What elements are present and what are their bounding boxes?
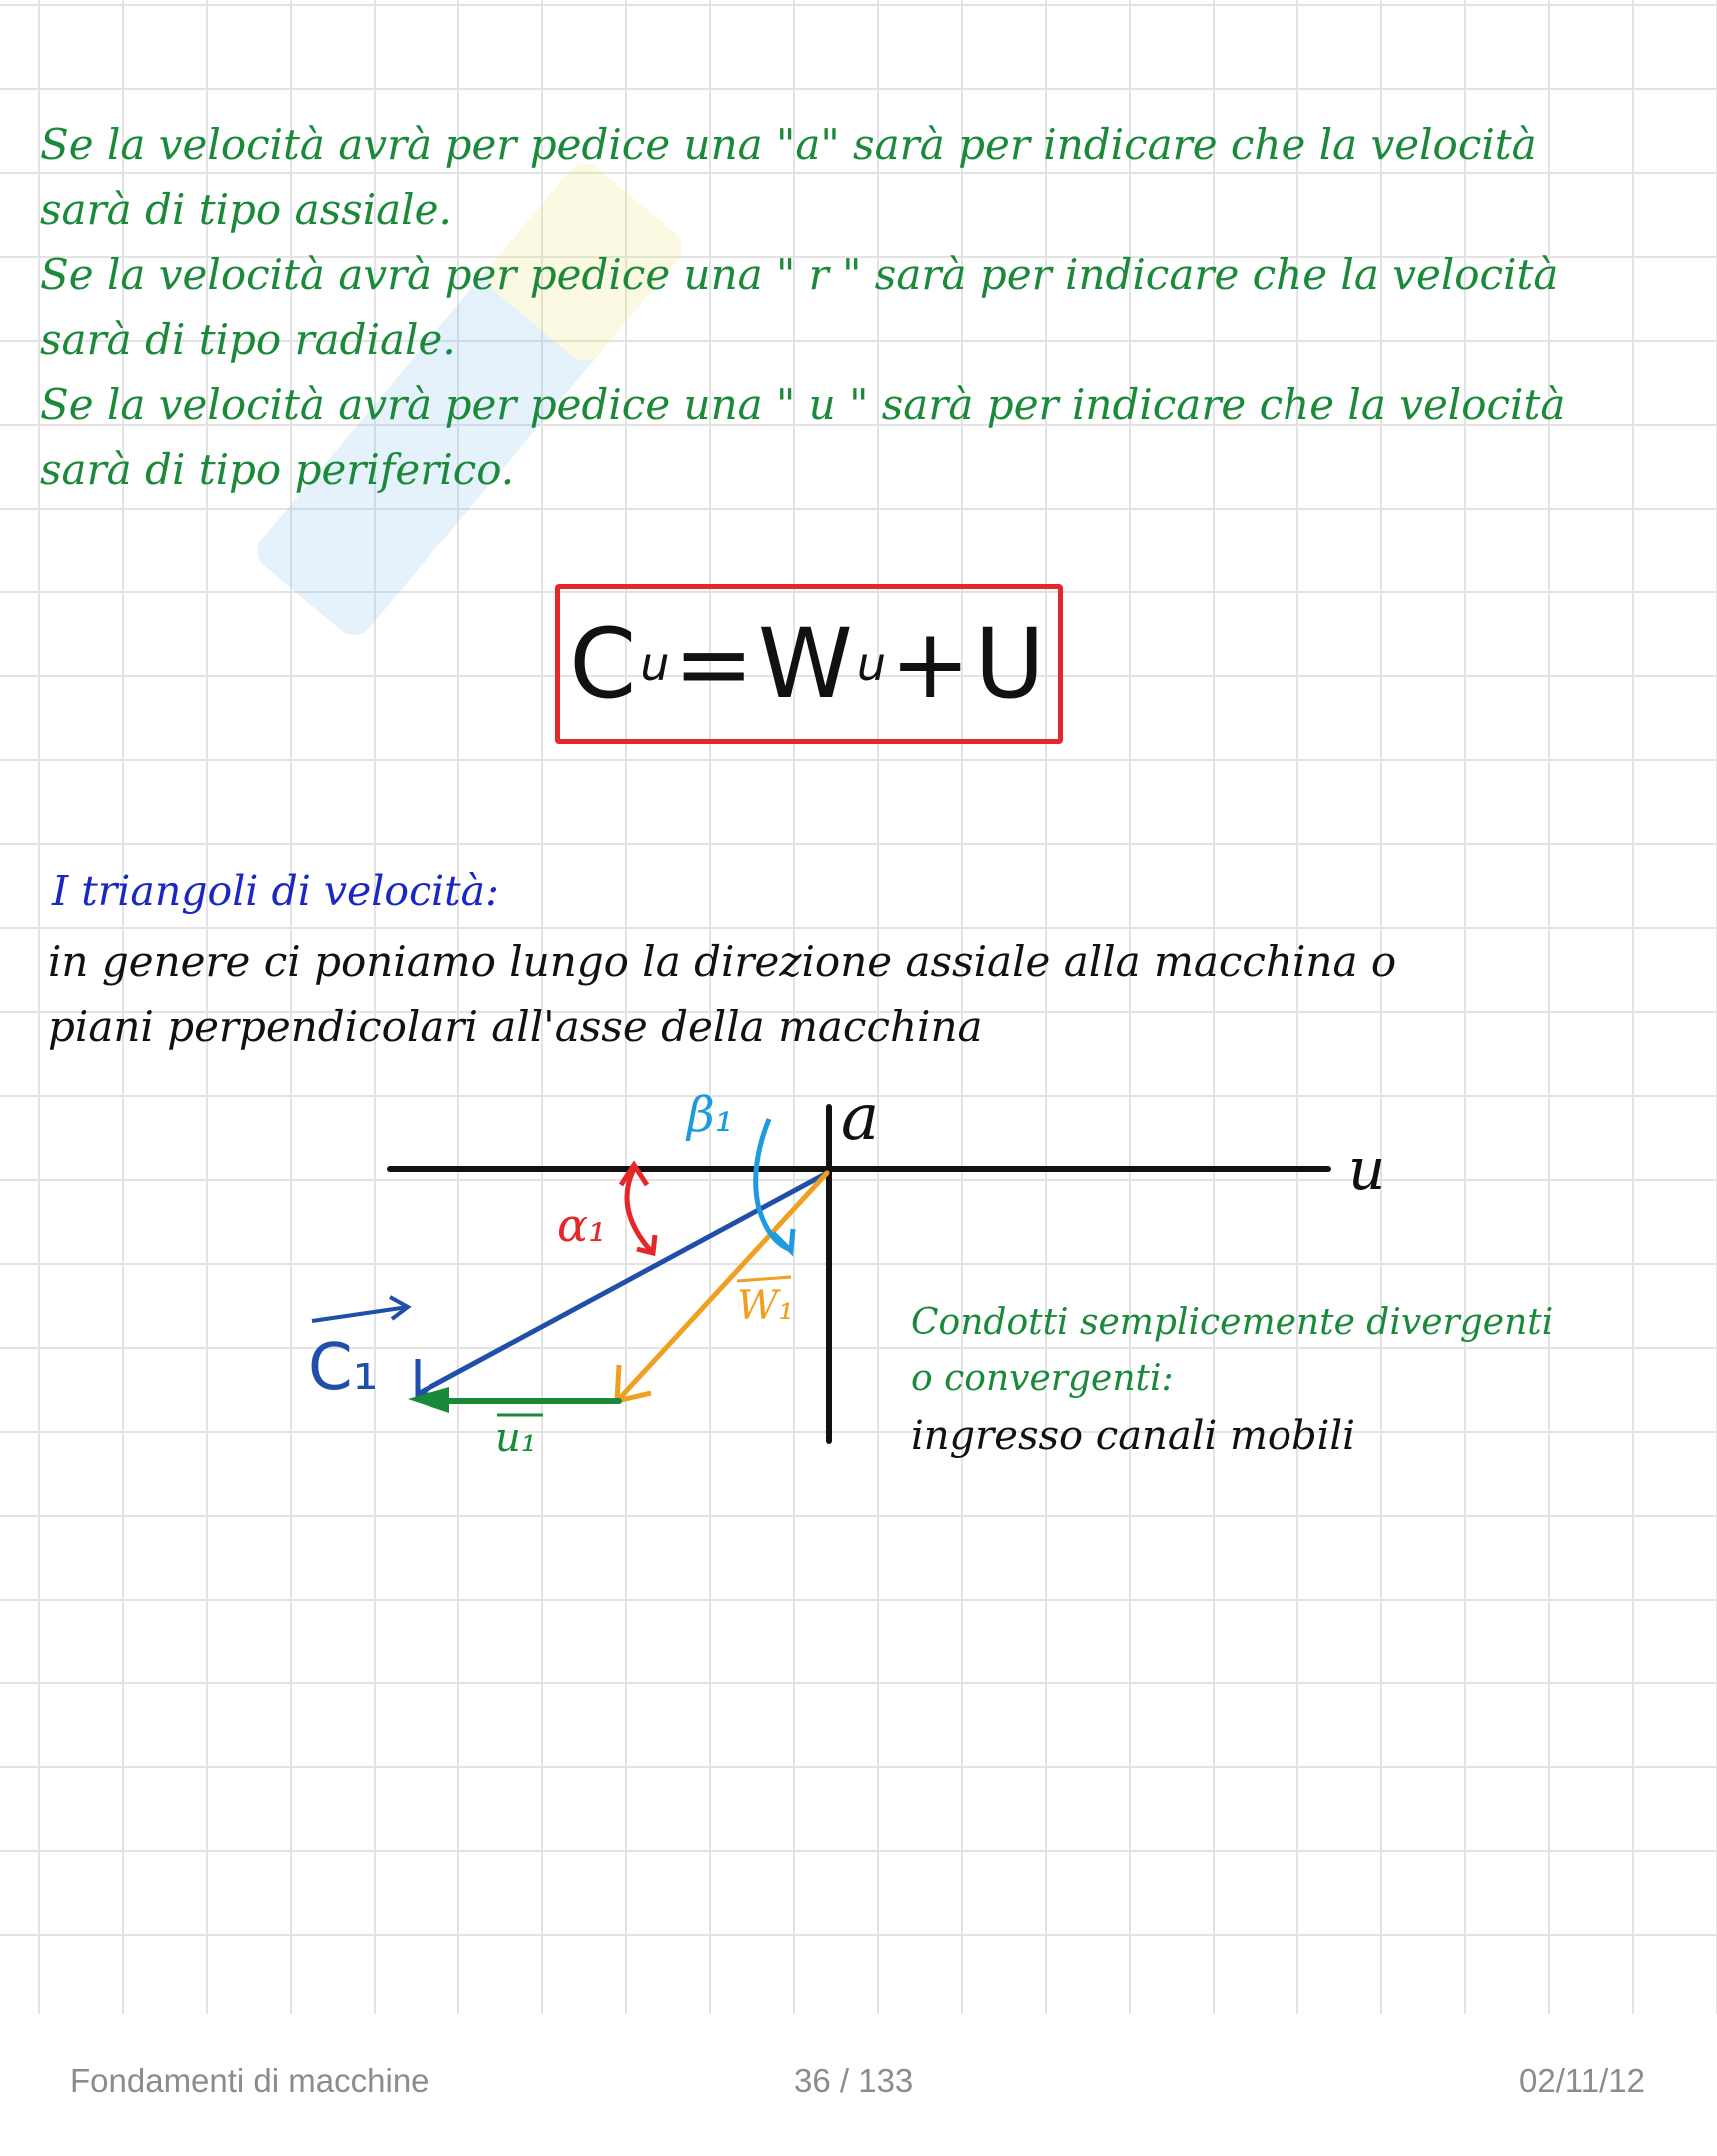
formula-lhs: C: [569, 608, 641, 720]
side-note-line: Condotti semplicemente divergenti: [911, 1302, 1554, 1343]
paragraph-line: Se la velocità avrà per pedice una " r " sarà per indicare che la velocità: [40, 250, 1559, 299]
formula-box: [555, 584, 1063, 744]
intro-paragraphs: [40, 112, 1678, 502]
u1-label: u₁: [495, 1415, 537, 1461]
side-note-line: ingresso canali mobili: [911, 1413, 1355, 1459]
formula-w-sub: u: [856, 637, 890, 691]
section-line: in genere ci poniamo lungo la direzione assiale alla macchina o: [48, 937, 1397, 986]
footer-date: 02/11/12: [1518, 2062, 1645, 2099]
paragraph-line: sarà di tipo periferico.: [40, 445, 515, 494]
paragraph-line: sarà di tipo radiale.: [40, 315, 456, 364]
section-line: piani perpendicolari all'asse della macchina: [48, 1002, 983, 1051]
axis-u-label: u: [1348, 1135, 1386, 1203]
side-note-line: o convergenti:: [911, 1358, 1174, 1399]
section-text: [48, 929, 1396, 1059]
formula-w: W: [757, 608, 857, 720]
axis-a-label: a: [841, 1081, 880, 1155]
formula-eq: =: [673, 608, 758, 720]
formula-plus: +: [890, 608, 975, 720]
formula-u: U: [974, 608, 1049, 720]
section-heading: I triangoli di velocità:: [52, 867, 499, 915]
alpha-label: α₁: [557, 1198, 607, 1252]
side-note: [911, 1295, 1553, 1465]
w1-overarrow: [737, 1277, 791, 1281]
formula-lhs-sub: u: [640, 637, 674, 691]
paragraph-line: sarà di tipo assiale.: [40, 185, 452, 234]
w1-label: W₁: [737, 1283, 795, 1329]
page-number: 36 / 133: [794, 2062, 914, 2099]
w1-vector: [619, 1173, 827, 1399]
c1-label: C₁: [308, 1331, 379, 1405]
paragraph-line: Se la velocità avrà per pedice una "a" sarà per indicare che la velocità: [40, 120, 1537, 169]
footer-title: Fondamenti di macchine: [70, 2062, 429, 2099]
paragraph-line: Se la velocità avrà per pedice una " u " sarà per indicare che la velocità: [40, 380, 1566, 429]
beta-label: β₁: [687, 1087, 734, 1143]
